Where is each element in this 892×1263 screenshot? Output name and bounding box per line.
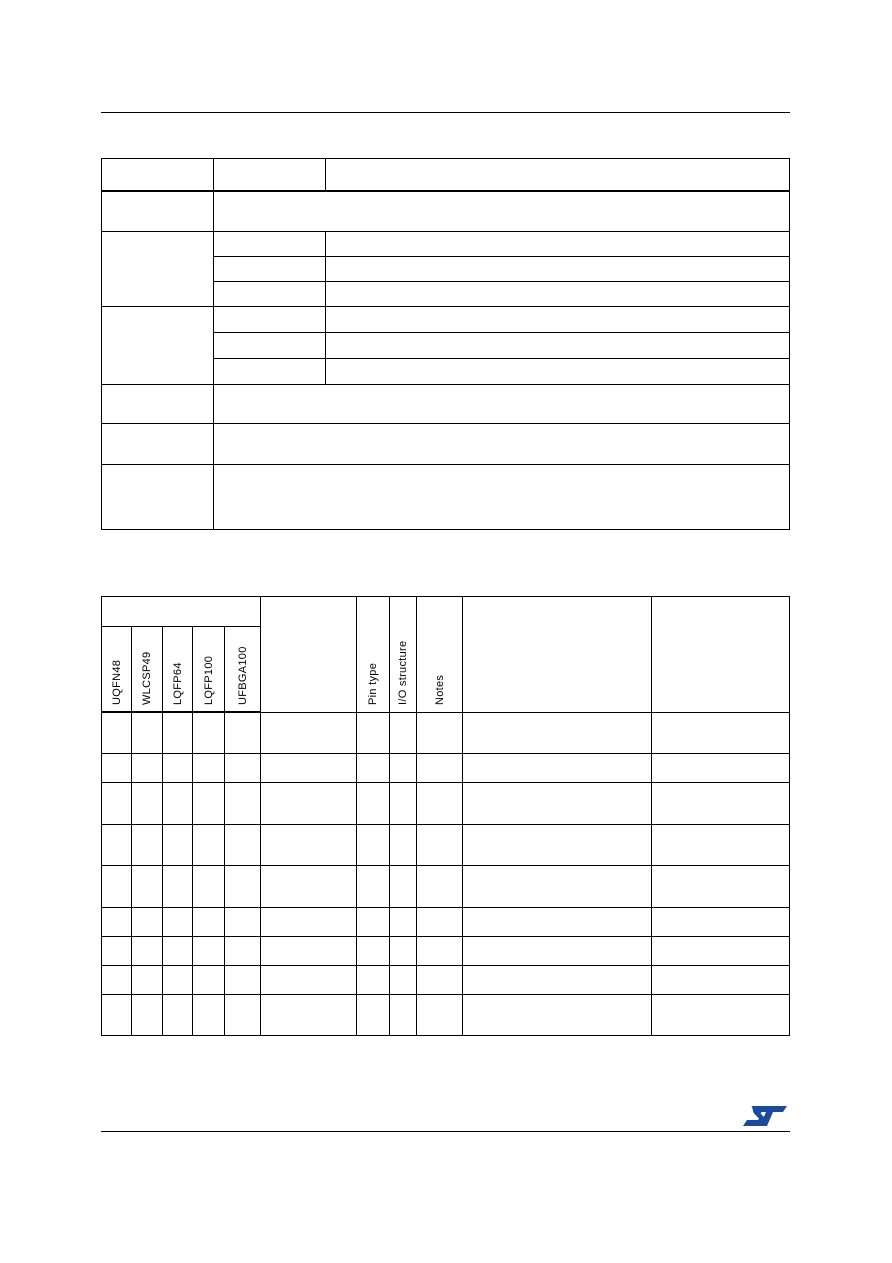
legend-row bbox=[102, 307, 790, 333]
legend-cell bbox=[214, 282, 326, 307]
legend-cell bbox=[326, 359, 790, 385]
pin-type-label: Pin type bbox=[367, 663, 380, 706]
legend-cell bbox=[214, 159, 326, 191]
pin-table-header-row bbox=[102, 597, 790, 627]
legend-cell bbox=[326, 159, 790, 191]
package-header-lqfp64 bbox=[163, 627, 193, 713]
legend-cell bbox=[214, 307, 326, 333]
legend-cell bbox=[214, 232, 326, 257]
io-structure-header bbox=[390, 597, 417, 713]
legend-cell bbox=[214, 359, 326, 385]
package-header-ufbga100 bbox=[225, 627, 261, 713]
package-label: UFBGA100 bbox=[236, 646, 249, 705]
package-header-uqfn48 bbox=[102, 627, 132, 713]
legend-cell bbox=[326, 333, 790, 359]
legend-cell bbox=[102, 465, 214, 530]
legend-cell bbox=[214, 424, 790, 465]
additional-functions-header bbox=[652, 597, 790, 713]
table-row bbox=[102, 865, 790, 907]
legend-cell bbox=[102, 191, 214, 232]
table-row bbox=[102, 907, 790, 936]
package-label: LQFP64 bbox=[171, 662, 184, 705]
table-row bbox=[102, 782, 790, 824]
package-header-wlcsp49 bbox=[132, 627, 163, 713]
legend-cell bbox=[326, 232, 790, 257]
legend-cell bbox=[326, 307, 790, 333]
legend-cell bbox=[326, 282, 790, 307]
alternate-functions-header bbox=[463, 597, 652, 713]
pin-name-header bbox=[261, 597, 357, 713]
legend-cell bbox=[214, 333, 326, 359]
legend-row bbox=[102, 424, 790, 465]
legend-cell bbox=[102, 424, 214, 465]
legend-header-row bbox=[102, 159, 790, 191]
st-logo bbox=[743, 1104, 787, 1128]
table-row bbox=[102, 965, 790, 994]
pin-definitions-table bbox=[101, 596, 790, 1036]
legend-cell bbox=[102, 307, 214, 385]
package-label: WLCSP49 bbox=[141, 651, 153, 705]
table-row bbox=[102, 824, 790, 865]
package-label: UQFN48 bbox=[110, 659, 123, 705]
legend-cell bbox=[102, 232, 214, 307]
io-structure-label: I/O structure bbox=[397, 640, 410, 706]
table-row bbox=[102, 712, 790, 753]
legend-cell bbox=[214, 191, 790, 232]
legend-row bbox=[102, 465, 790, 530]
notes-header bbox=[417, 597, 463, 713]
table-row bbox=[102, 994, 790, 1035]
package-header-lqfp100 bbox=[193, 627, 225, 713]
legend-cell bbox=[214, 257, 326, 282]
legend-cell bbox=[102, 159, 214, 191]
legend-cell bbox=[326, 257, 790, 282]
legend-cell bbox=[214, 465, 790, 530]
legend-row bbox=[102, 191, 790, 232]
table-row bbox=[102, 936, 790, 965]
notes-label: Notes bbox=[433, 675, 446, 706]
pin-type-header bbox=[357, 597, 390, 713]
legend-cell bbox=[214, 385, 790, 424]
legend-row bbox=[102, 232, 790, 257]
pin-number-group-header bbox=[102, 597, 261, 627]
legend-cell bbox=[102, 385, 214, 424]
package-label: LQFP100 bbox=[202, 655, 215, 705]
legend-row bbox=[102, 385, 790, 424]
header-rule bbox=[101, 112, 790, 113]
pin-legend-table bbox=[101, 158, 790, 530]
table-row bbox=[102, 753, 790, 782]
footer-rule bbox=[101, 1131, 790, 1132]
